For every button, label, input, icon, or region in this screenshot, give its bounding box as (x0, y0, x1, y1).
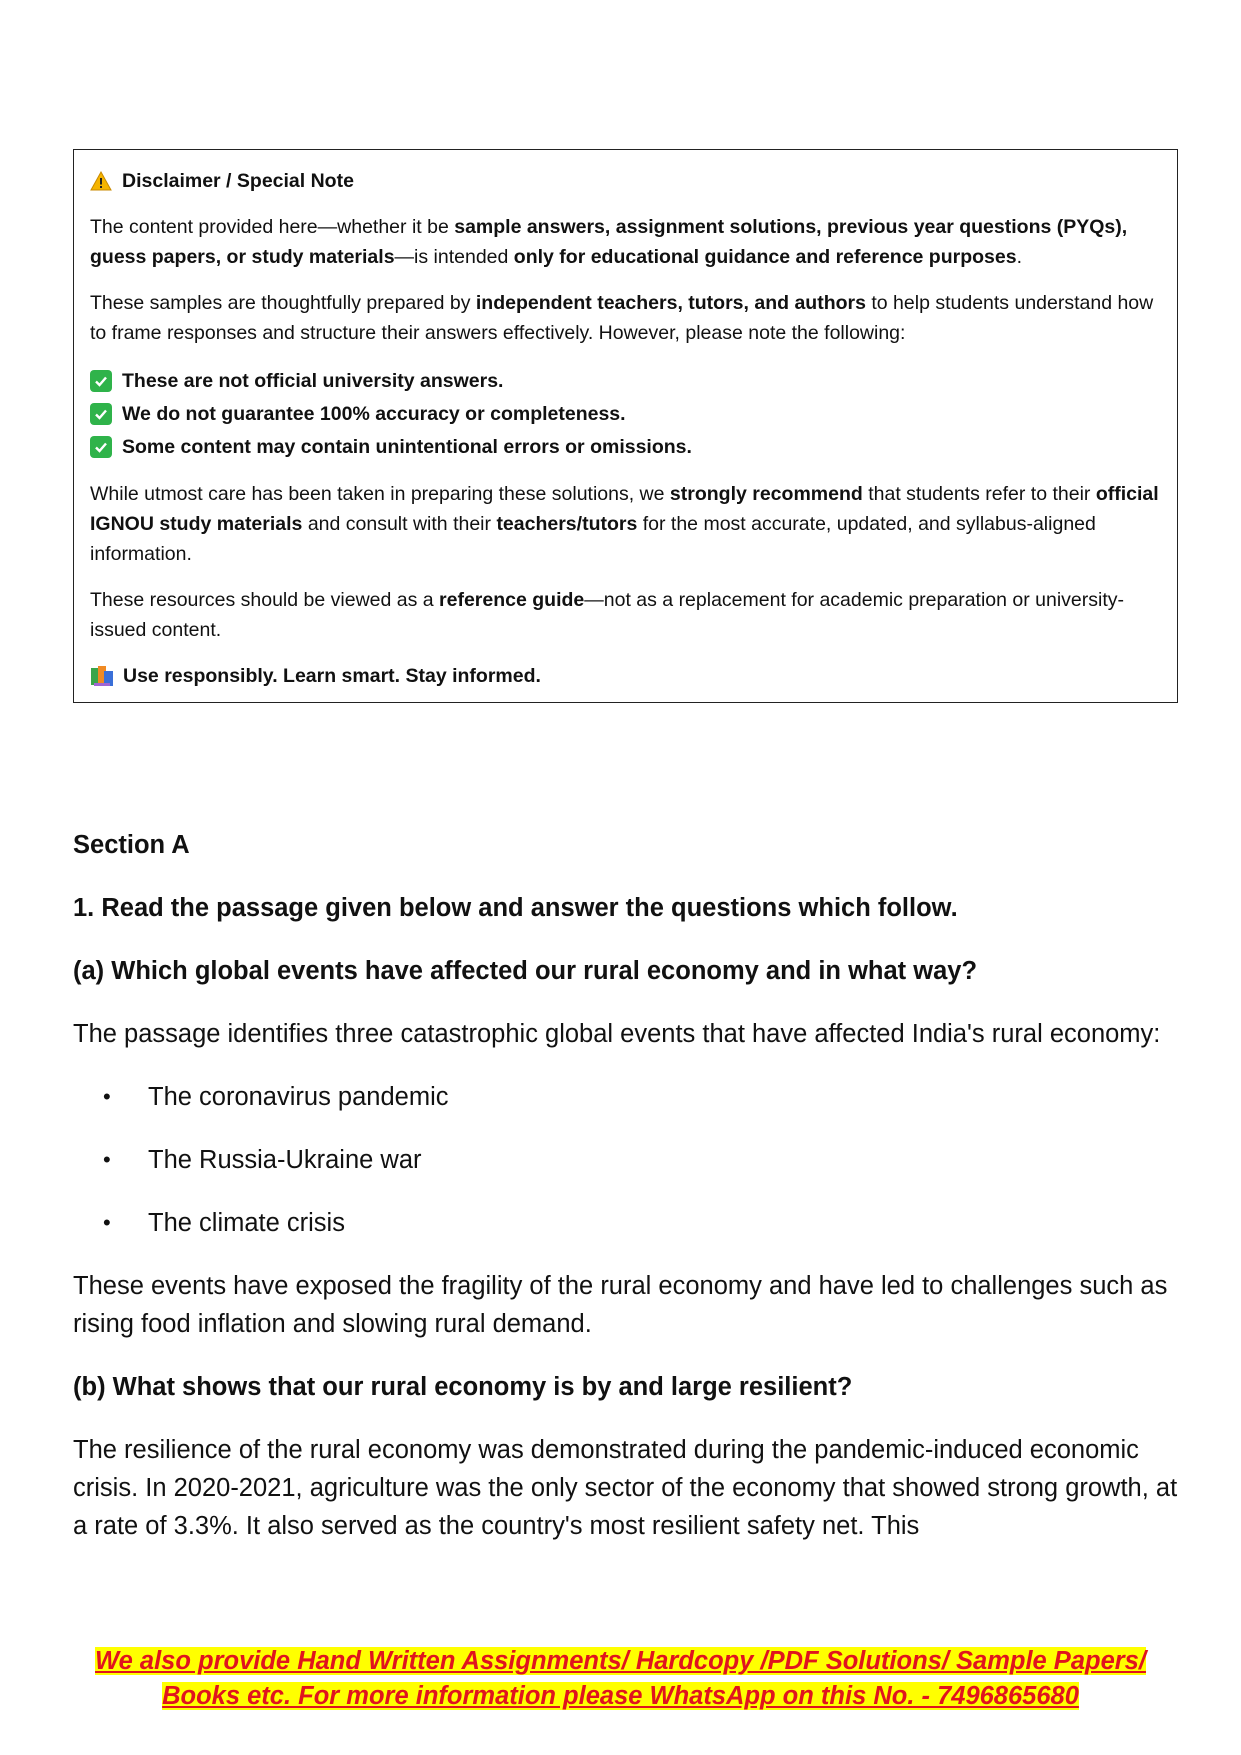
section-title: Section A (73, 831, 190, 859)
answer-content (73, 826, 1178, 1545)
check-item (90, 430, 1161, 463)
question-1: 1. Read the passage given below and answer the questions which follow. (73, 894, 958, 922)
disclaimer-heading (90, 166, 1161, 196)
text-run: teachers/tutors (496, 513, 638, 535)
warning-icon (90, 171, 112, 191)
text-run: official IGNOU study materials (90, 483, 1159, 535)
check-mark-icon (90, 370, 112, 392)
promo-banner (0, 1644, 1241, 1714)
text-run: that students refer to their (862, 483, 1096, 505)
check-item (90, 397, 1161, 430)
question-1a: (a) Which global events have affected our rural economy and in what way? (73, 957, 978, 985)
list-item: • The climate crisis (103, 1204, 1178, 1242)
text-run: The content provided here—whether it be (90, 216, 455, 238)
motto-text: Use responsibly. Learn smart. Stay informed. (123, 665, 541, 687)
list-item: • The Russia-Ukraine war (103, 1141, 1178, 1179)
check-item (90, 364, 1161, 397)
disclaimer-motto (90, 661, 1161, 691)
text-run: —is intended (394, 246, 514, 268)
text-run: only for educational guidance and reference purposes (513, 246, 1017, 268)
disclaimer-paragraph-1 (90, 212, 1161, 272)
text-run: for the most accurate, updated, and syllabus-aligned information. (90, 513, 1096, 565)
check-mark-icon (90, 436, 112, 458)
promo-line-1: We also provide Hand Written Assignments/ Hardcopy /PDF Solutions/ Sample Papers/ (95, 1647, 1146, 1675)
disclaimer-check-list (90, 364, 1161, 463)
answer-1a-intro: The passage identifies three catastrophic global events that have affected India's rural economy: (73, 1020, 1161, 1048)
text-run: —not as a replacement for academic preparation or university-issued content. (90, 589, 1125, 641)
books-icon (90, 665, 114, 687)
text-run: sample answers, assignment solutions, previous year questions (PYQs), guess papers, or study materials (90, 216, 1128, 268)
text-run: independent teachers, tutors, and authors (475, 292, 866, 314)
text-run: These samples are thoughtfully prepared by (90, 292, 476, 314)
question-1b: (b) What shows that our rural economy is by and large resilient? (73, 1373, 853, 1401)
promo-line-2: Books etc. For more information please WhatsApp on this No. - 7496865680 (162, 1682, 1079, 1710)
disclaimer-box (73, 149, 1178, 703)
events-list (73, 1078, 1178, 1242)
text-run: and consult with their (302, 513, 497, 535)
check-mark-icon (90, 403, 112, 425)
answer-1b: The resilience of the rural economy was demonstrated during the pandemic-induced economic crisis. In 2020-2021, agriculture was the only sector of the economy that showed strong growth, at a rate of 3.3%. It also served as the country's most resilient safety net. This (73, 1436, 1178, 1540)
text-run: . (1016, 246, 1023, 268)
list-item: • The coronavirus pandemic (103, 1078, 1178, 1116)
disclaimer-paragraph-4 (90, 585, 1161, 645)
disclaimer-title: Disclaimer / Special Note (122, 170, 354, 192)
text-run: These resources should be viewed as a (90, 589, 440, 611)
disclaimer-paragraph-3 (90, 479, 1161, 569)
check-item-text: These are not official university answers. (122, 369, 504, 392)
text-run: While utmost care has been taken in preparing these solutions, we (90, 483, 670, 505)
disclaimer-paragraph-2 (90, 288, 1161, 348)
check-item-text: We do not guarantee 100% accuracy or completeness. (122, 402, 626, 425)
answer-1a-conclusion: These events have exposed the fragility of the rural economy and have led to challenges such as rising food inflation and slowing rural demand. (73, 1272, 1168, 1338)
text-run: to help students understand how to frame responses and structure their answers effectively. However, please note the following: (90, 292, 1154, 344)
text-run: strongly recommend (669, 483, 863, 505)
check-item-text: Some content may contain unintentional errors or omissions. (122, 435, 692, 458)
text-run: reference guide (439, 589, 585, 611)
